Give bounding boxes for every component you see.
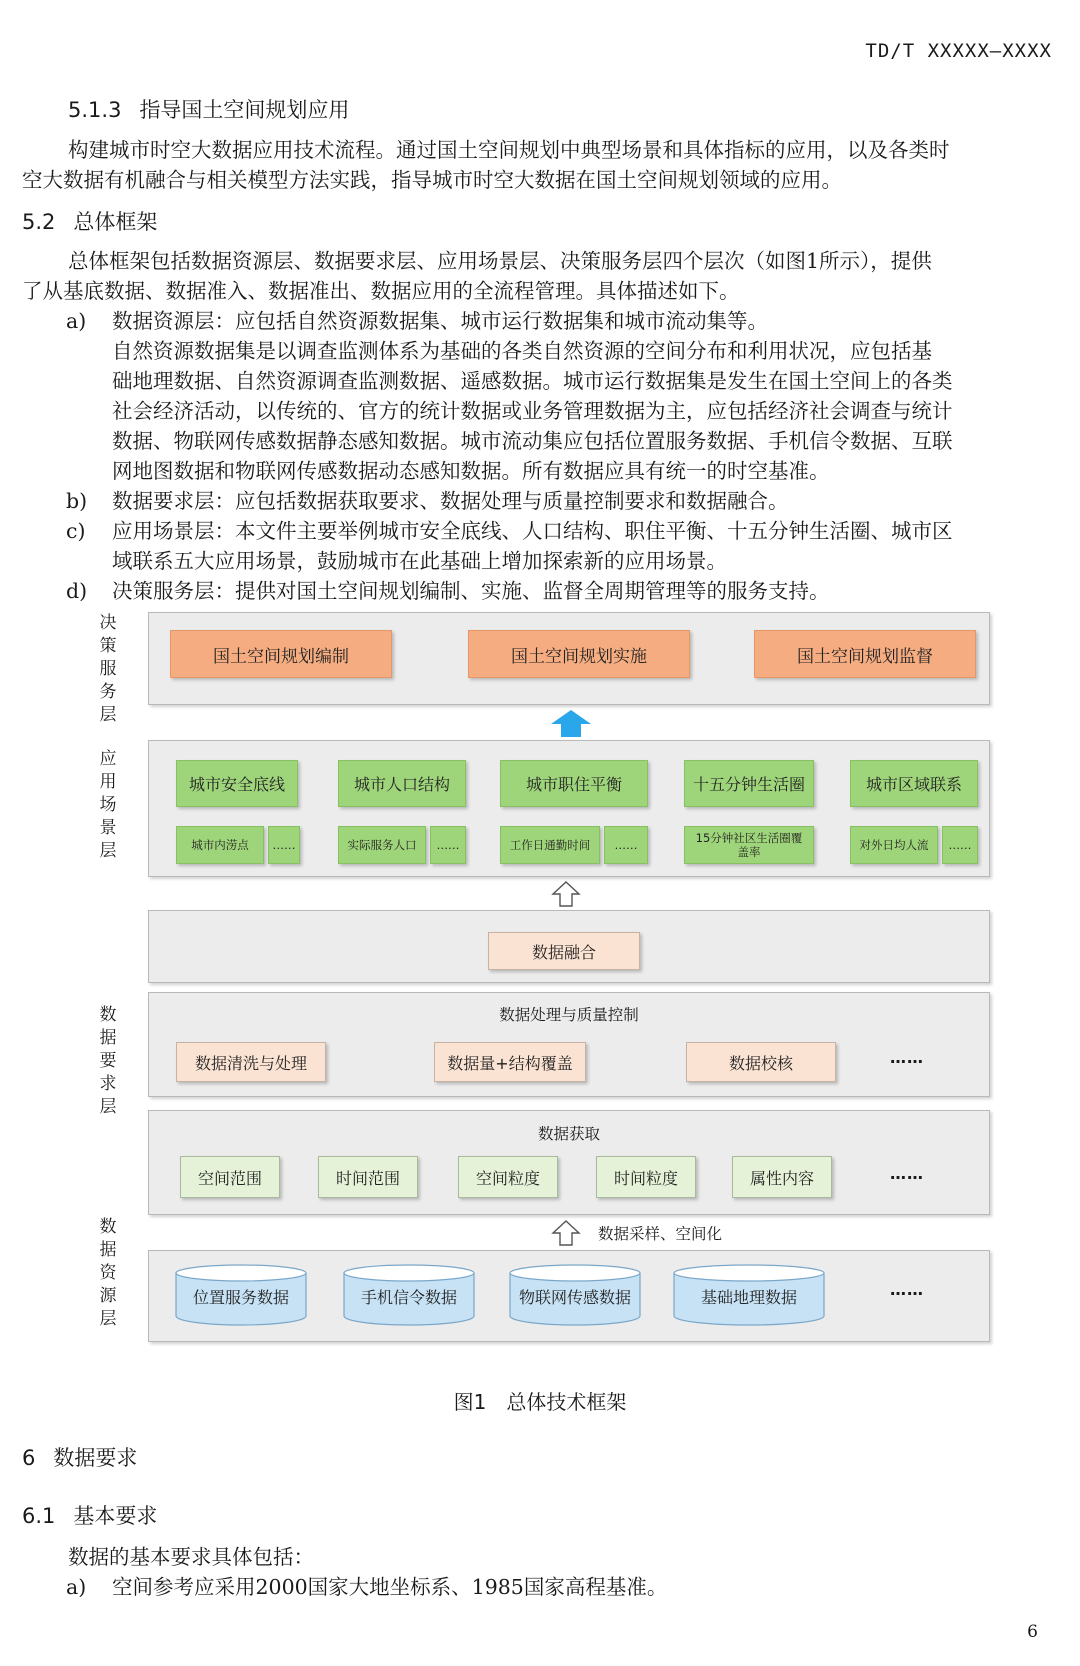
list-line: 空间参考应采用2000国家大地坐标系、1985国家高程基准。: [112, 1575, 668, 1599]
resource-cylinder: [672, 1264, 826, 1328]
list-line: 础地理数据、自然资源调查监测数据、遥感数据。城市运行数据集是发生在国土空间上的各类: [112, 369, 953, 393]
section-52-heading: [22, 206, 157, 236]
list-marker: c): [66, 519, 86, 543]
layer-label-application: 应用场景层: [99, 749, 117, 861]
scenario-title-box: 城市人口结构: [338, 760, 466, 807]
processing-more: ……: [890, 1048, 924, 1067]
scenario-more-box: ……: [268, 826, 300, 864]
scenario-indicator-box: 对外日均人流: [850, 826, 938, 864]
list-line: 数据要求层：应包括数据获取要求、数据处理与质量控制要求和数据融合。: [112, 489, 789, 513]
decision-box-implement: 国土空间规划实施: [468, 630, 690, 678]
section-61-heading: [22, 1500, 157, 1530]
processing-item-box: 数据量+结构覆盖: [434, 1042, 586, 1082]
acquisition-title: 数据获取: [537, 1125, 600, 1143]
section-title: 总体框架: [73, 210, 158, 234]
arrow-up-outline-icon: [551, 1219, 581, 1247]
section-title: 数据要求: [53, 1446, 138, 1470]
list-item-d: [66, 576, 1066, 606]
section-title: 基本要求: [73, 1504, 158, 1528]
figure-number: 图1: [453, 1390, 487, 1414]
figure-caption: [0, 1386, 1080, 1415]
list-line: 决策服务层：提供对国土空间规划编制、实施、监督全周期管理等的服务支持。: [112, 579, 830, 603]
paragraph-line: 空大数据有机融合与相关模型方法实践，指导城市时空大数据在国土空间规划领域的应用。: [22, 168, 842, 192]
processing-item-box: 数据清洗与处理: [176, 1042, 326, 1082]
list-item-c: [66, 516, 1066, 576]
scenario-title-box: 城市安全底线: [176, 760, 298, 807]
scenario-more-box: ……: [430, 826, 466, 864]
processing-title: 数据处理与质量控制: [499, 1006, 639, 1024]
acquisition-item-box: 空间粒度: [458, 1156, 558, 1198]
scenario-indicator-box: 15分钟社区生活圈覆盖率: [684, 826, 814, 864]
resource-more: ……: [890, 1280, 924, 1299]
scenario-more-box: ……: [604, 826, 648, 864]
layer-label-requirement: 数据要求层: [99, 1005, 117, 1117]
acquisition-more: ……: [890, 1164, 924, 1183]
scenario-title-box: 十五分钟生活圈: [684, 760, 814, 807]
list-line: 网地图数据和物联网传感数据动态感知数据。所有数据应具有统一的时空基准。: [112, 459, 830, 483]
list-line: 应用场景层：本文件主要举例城市安全底线、人口结构、职住平衡、十五分钟生活圈、城市区: [112, 519, 953, 543]
list-item-a: [66, 306, 1066, 486]
list-item-b: [66, 486, 1066, 516]
paragraph-line: 了从基底数据、数据准入、数据准出、数据应用的全流程管理。具体描述如下。: [22, 279, 740, 303]
processing-item-box: 数据校核: [686, 1042, 836, 1082]
arrow-up-outline-icon: [551, 880, 581, 908]
resource-label: 基础地理数据: [700, 1288, 798, 1307]
paragraph-line: 总体框架包括数据资源层、数据要求层、应用场景层、决策服务层四个层次（如图1所示），提供: [68, 249, 932, 273]
section-number: 5.1.3: [68, 98, 122, 122]
resource-label: 手机信令数据: [360, 1288, 458, 1307]
list-line: 域联系五大应用场景，鼓励城市在此基础上增加探索新的应用场景。: [112, 549, 727, 573]
layer-label-resource: 数据资源层: [99, 1217, 117, 1329]
list-marker: a): [66, 309, 87, 333]
resource-label: 物联网传感数据: [518, 1288, 632, 1307]
acquisition-item-box: 时间范围: [318, 1156, 418, 1198]
data-fusion-box: 数据融合: [488, 932, 640, 970]
scenario-more-box: ……: [942, 826, 978, 864]
decision-box-compile: 国土空间规划编制: [170, 630, 392, 678]
sampling-label: 数据采样、空间化: [598, 1225, 723, 1243]
resource-cylinder: [342, 1264, 476, 1328]
section-513-heading: [68, 94, 349, 124]
list-line: 数据、物联网传感数据静态感知数据。城市流动集应包括位置服务数据、手机信令数据、互联: [112, 429, 953, 453]
section-number: 6: [22, 1446, 36, 1470]
list-line: 社会经济活动，以传统的、官方的统计数据或业务管理数据为主，应包括经济社会调查与统计: [112, 399, 953, 423]
decision-box-supervise: 国土空间规划监督: [754, 630, 976, 678]
section-number: 6.1: [22, 1504, 56, 1528]
paragraph-line: 构建城市时空大数据应用技术流程。通过国土空间规划中典型场景和具体指标的应用，以及各类时: [68, 138, 950, 162]
section-61-intro: 数据的基本要求具体包括：: [68, 1545, 314, 1569]
scenario-title-box: 城市职住平衡: [500, 760, 648, 807]
list-marker: d): [66, 579, 88, 603]
arrow-up-blue-icon: [549, 708, 593, 738]
list-line: 自然资源数据集是以调查监测体系为基础的各类自然资源的空间分布和利用状况，应包括基: [112, 339, 932, 363]
list-line: 数据资源层：应包括自然资源数据集、城市运行数据集和城市流动集等。: [112, 309, 768, 333]
section-52-body: [22, 246, 1062, 306]
section-title: 指导国土空间规划应用: [139, 98, 350, 122]
scenario-title-box: 城市区域联系: [850, 760, 978, 807]
list-marker: b): [66, 489, 88, 513]
acquisition-item-box: 属性内容: [732, 1156, 832, 1198]
layer-label-decision: 决策服务层: [99, 613, 117, 725]
scenario-indicator-box: 城市内涝点: [176, 826, 264, 864]
list-marker: a): [66, 1575, 87, 1599]
resource-cylinder: [508, 1264, 642, 1328]
page-number: 6: [1027, 1622, 1038, 1642]
scenario-indicator-box: 工作日通勤时间: [500, 826, 600, 864]
resource-label: 位置服务数据: [192, 1288, 290, 1307]
section-61-item-a: [66, 1572, 1066, 1602]
section-6-heading: [22, 1442, 137, 1472]
section-number: 5.2: [22, 210, 56, 234]
figure-title: 总体技术框架: [506, 1390, 627, 1414]
acquisition-item-box: 时间粒度: [596, 1156, 696, 1198]
scenario-indicator-box: 实际服务人口: [338, 826, 426, 864]
acquisition-item-box: 空间范围: [180, 1156, 280, 1198]
resource-cylinder: [174, 1264, 308, 1328]
section-513-body: [22, 135, 1062, 195]
document-code: TD/T XXXXX—XXXX: [865, 40, 1052, 62]
